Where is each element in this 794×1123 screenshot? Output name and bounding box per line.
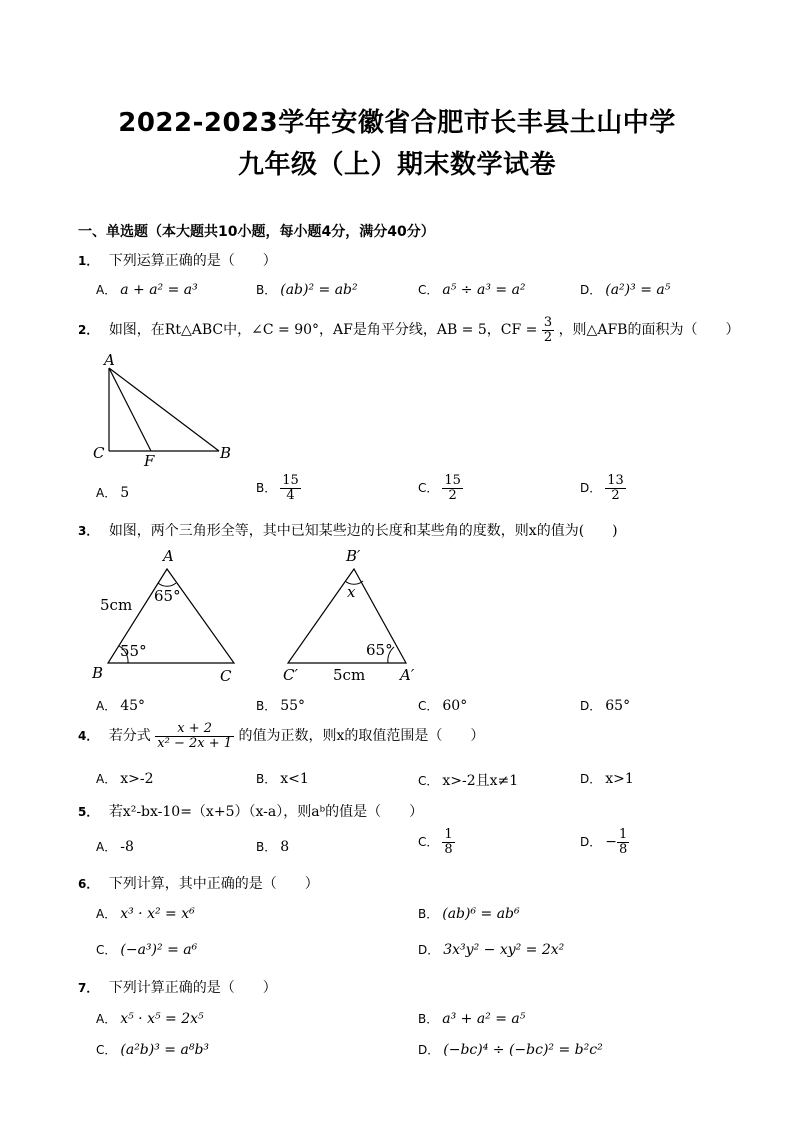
q5-option-d: D． − $\frac{1}{8}$	[580, 827, 628, 857]
q2-option-d: D． $\frac{13}{2}$	[580, 473, 624, 503]
q4-option-c: C． x>-2且x≠1	[418, 773, 519, 789]
question-6: 6． 下列计算，其中正确的是（ ）	[78, 876, 319, 892]
q1-option-d: D． (a²)³ = a⁵	[580, 282, 671, 298]
q4-option-b: B． x<1	[256, 771, 309, 787]
label-b: B	[220, 444, 232, 462]
q3-option-b: B． 55°	[256, 698, 306, 714]
svg-text:5cm: 5cm	[100, 596, 133, 614]
svg-text:65°: 65°	[366, 641, 393, 659]
label-f: F	[144, 452, 155, 468]
q1-option-c: C． a⁵ ÷ a³ = a²	[418, 282, 526, 298]
svg-text:55°: 55°	[120, 642, 147, 660]
q6-option-b: B． (ab)⁶ = ab⁶	[418, 906, 520, 922]
page-title-line1: 2022-2023学年安徽省合肥市长丰县土山中学	[118, 108, 676, 138]
svg-text:A′: A′	[400, 666, 415, 684]
q3-option-c: C． 60°	[418, 698, 468, 714]
q5-option-c: C． $\frac{1}{8}$	[418, 827, 453, 857]
section-heading: 一、单选题（本大题共10小题，每小题4分，满分40分）	[78, 224, 435, 240]
fraction-q4: $\frac{x + 2}{\text{x² − 2x + 1}}$	[157, 721, 232, 751]
q1-option-b: B． (ab)² = ab²	[256, 282, 358, 298]
q4-option-a: A． x>-2	[96, 771, 154, 787]
fraction-cf: $\frac{3}{2}$	[543, 315, 553, 345]
label-c: C	[93, 444, 105, 462]
q2-option-b: B． $\frac{15}{4}$	[256, 473, 299, 503]
q3-option-d: D． 65°	[580, 698, 631, 714]
svg-text:B: B	[92, 664, 104, 682]
question-5: 5． 若x²-bx-10=（x+5）（x-a），则aᵇ的值是（ ）	[78, 804, 424, 820]
svg-text:65°: 65°	[154, 587, 181, 605]
page-title-line2: 九年级（上）期末数学试卷	[237, 150, 556, 180]
svg-text:x: x	[347, 583, 356, 601]
q6-option-d: D． 3x³y² − xy² = 2x²	[418, 942, 565, 958]
q7-option-a: A． x⁵ · x⁵ = 2x⁵	[96, 1011, 204, 1027]
question-number: 1．	[78, 254, 99, 268]
question-2: 2． 如图，在Rt△ABC中，∠C = 90°，AF是角平分线，AB = 5，CF = $\frac{3}{2}$ ，则△AFB的面积为（ ）	[78, 315, 740, 345]
q4-option-d: D． x>1	[580, 771, 634, 787]
q5-option-a: A． -8	[96, 839, 134, 855]
q1-option-a: A． a + a² = a³	[96, 282, 198, 298]
q3-option-a: A． 45°	[96, 698, 146, 714]
q5-option-b: B． 8	[256, 839, 290, 855]
figure-triangle-abc-prime	[278, 543, 428, 689]
label-a: A	[104, 351, 115, 369]
q2-option-c: C． $\frac{15}{2}$	[418, 473, 461, 503]
svg-text:B′: B′	[346, 547, 361, 565]
q7-option-b: B． a³ + a² = a⁵	[418, 1011, 526, 1027]
q6-option-a: A． x³ · x² = x⁶	[96, 906, 195, 922]
question-text: 下列运算正确的是（ ）	[108, 253, 277, 269]
svg-text:A: A	[163, 547, 174, 565]
q7-option-c: C． (a²b)³ = a⁸b³	[96, 1042, 210, 1058]
q7-option-d: D． (−bc)⁴ ÷ (−bc)² = b²c²	[418, 1042, 603, 1058]
figure-triangle-abc	[88, 543, 248, 689]
question-3: 3． 如图，两个三角形全等，其中已知某些边的长度和某些角的度数，则x的值为( )	[78, 523, 618, 539]
svg-text:5cm: 5cm	[333, 666, 366, 684]
svg-text:C′: C′	[283, 666, 298, 684]
question-7: 7． 下列计算正确的是（ ）	[78, 980, 277, 996]
question-4: 4． 若分式 $\frac{x + 2}{\text{x² − 2x + 1}}$ 的值为正数，则x的取值范围是（ ）	[78, 721, 485, 751]
svg-text:C: C	[220, 667, 232, 685]
q6-option-c: C． (−a³)² = a⁶	[96, 942, 198, 958]
q2-option-a: A． 5	[96, 485, 130, 501]
question-1	[78, 250, 277, 270]
figure-right-triangle	[90, 348, 240, 468]
